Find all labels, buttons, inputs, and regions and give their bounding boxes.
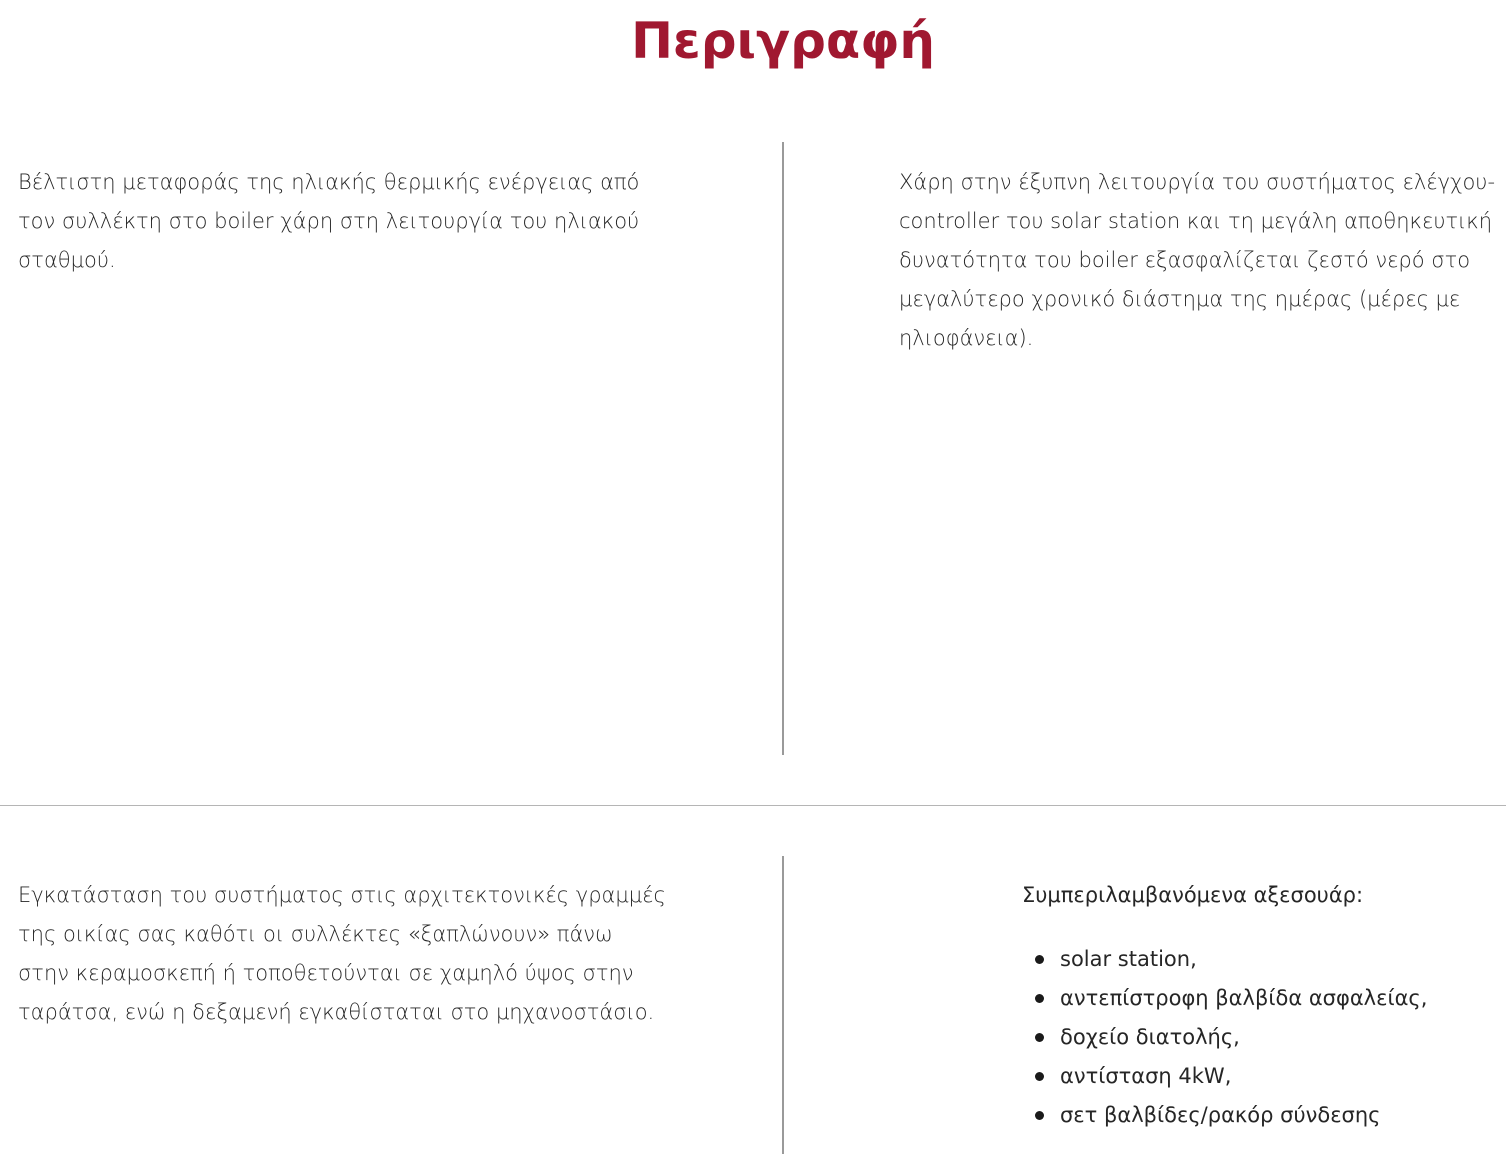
- bullet-icon: [1035, 1033, 1044, 1042]
- list-item: [1030, 1096, 1427, 1135]
- horizontal-divider: [0, 805, 1506, 806]
- vertical-divider-top: [782, 142, 784, 755]
- bullet-icon: [1035, 955, 1044, 964]
- list-item-label: αντίσταση 4kW,: [1060, 1064, 1232, 1088]
- accessories-list: [1030, 940, 1427, 1135]
- description-paragraph-bottom-left: Εγκατάσταση του συστήματος στις αρχιτεκτονικές γραμμές της οικίας σας καθότι οι συλλέκτες «ξαπλώνουν» πάνω στην κεραμοσκεπή ή τοποθετούνται σε χαμηλό ύψος στην ταράτσα, ενώ η δεξαμενή εγκαθίσταται στο μηχανοστάσιο.: [18, 883, 666, 1024]
- list-item: [1030, 979, 1427, 1018]
- description-paragraph-top-left: Βέλτιστη μεταφοράς της ηλιακής θερμικής ενέργειας από τον συλλέκτη στο boiler χάρη στη λειτουργία του ηλιακού σταθμού.: [18, 170, 640, 272]
- bullet-icon: [1035, 1072, 1044, 1081]
- list-item-label: δοχείο διατολής,: [1060, 1025, 1240, 1049]
- list-item: [1030, 1018, 1427, 1057]
- description-paragraph-top-right: Χάρη στην έξυπνη λειτουργία του συστήματος ελέγχου-controller του solar station και τη μεγάλη αποθηκευτική δυνατότητα του boiler εξασφαλίζεται ζεστό νερό στο μεγαλύτερο χρονικό διάστημα της ημέρας (μέρες με ηλιοφάνεια).: [899, 170, 1496, 350]
- vertical-divider-bottom: [782, 856, 784, 1154]
- list-item-label: αντεπίστροφη βαλβίδα ασφαλείας,: [1060, 986, 1428, 1010]
- list-item: [1030, 940, 1427, 979]
- bullet-icon: [1035, 994, 1044, 1003]
- list-item: [1030, 1057, 1427, 1096]
- list-item-label: σετ βαλβίδες/ρακόρ σύνδεσης: [1060, 1103, 1381, 1127]
- list-item-label: solar station,: [1060, 947, 1197, 971]
- accessories-heading: Συμπεριλαμβανόμενα αξεσουάρ:: [1022, 883, 1364, 907]
- bullet-icon: [1035, 1111, 1044, 1120]
- page-title: Περιγραφή: [631, 12, 935, 70]
